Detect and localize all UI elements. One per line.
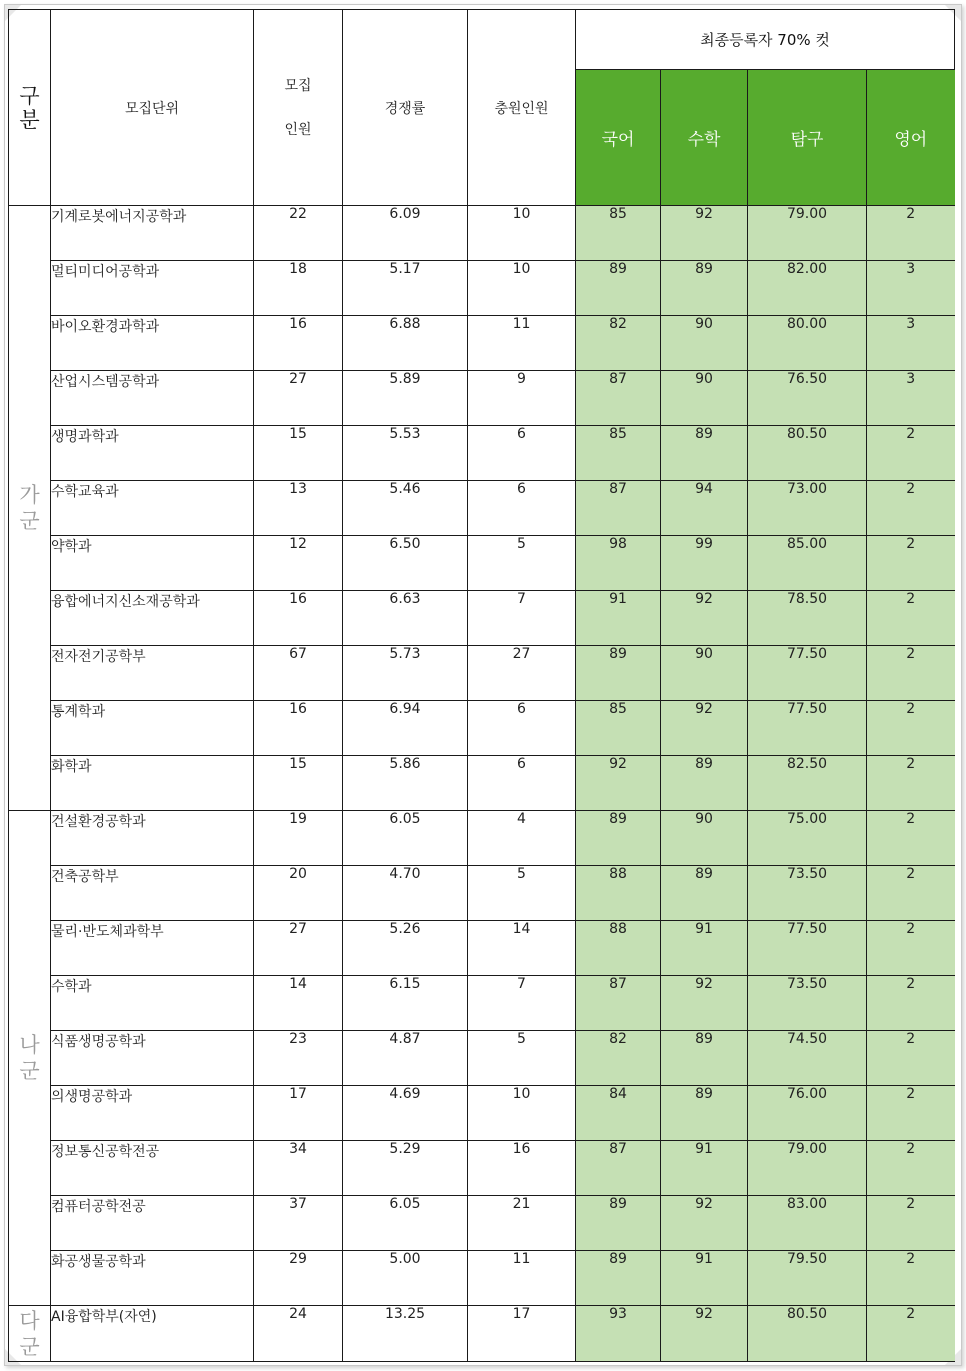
math-score-cell: 91 [661,1141,748,1196]
quota-cell: 16 [254,591,343,646]
group-label-char: 다 [19,1308,40,1333]
math-score-cell: 89 [661,426,748,481]
math-score-cell: 92 [661,591,748,646]
extra-cell: 27 [468,646,576,701]
ratio-cell: 4.87 [343,1031,468,1086]
unit-name-cell: 화공생물공학과 [51,1251,254,1306]
inquiry-score-cell: 78.50 [748,591,867,646]
table-row [9,1196,955,1251]
unit-name-cell: 바이오환경과학과 [51,316,254,371]
unit-name-cell: 융합에너지신소재공학과 [51,591,254,646]
extra-cell: 10 [468,206,576,261]
quota-cell: 67 [254,646,343,701]
korean-score-cell: 87 [576,976,661,1031]
table-row [9,646,955,701]
english-grade-cell: 2 [867,811,955,866]
unit-name-cell: 의생명공학과 [51,1086,254,1141]
korean-score-cell: 82 [576,316,661,371]
header-subject-korean: 국어 [576,70,661,206]
korean-score-cell: 87 [576,1141,661,1196]
header-extra: 충원인원 [468,10,576,206]
inquiry-score-cell: 80.50 [748,1306,867,1362]
admission-score-table [8,9,955,1362]
math-score-cell: 90 [661,811,748,866]
extra-cell: 10 [468,1086,576,1141]
ratio-cell: 4.70 [343,866,468,921]
unit-name-cell: 물리·반도체과학부 [51,921,254,976]
english-grade-cell: 2 [867,1196,955,1251]
ratio-cell: 6.05 [343,1196,468,1251]
math-score-cell: 92 [661,1196,748,1251]
ratio-cell: 5.29 [343,1141,468,1196]
inquiry-score-cell: 76.50 [748,371,867,426]
unit-name-cell: 기계로봇에너지공학과 [51,206,254,261]
english-grade-cell: 2 [867,591,955,646]
extra-cell: 11 [468,1251,576,1306]
inquiry-score-cell: 73.50 [748,976,867,1031]
math-score-cell: 89 [661,866,748,921]
math-score-cell: 89 [661,1086,748,1141]
table-row [9,811,955,866]
unit-name-cell: 화학과 [51,756,254,811]
extra-cell: 11 [468,316,576,371]
group-label-char: 군 [19,1334,40,1359]
korean-score-cell: 82 [576,1031,661,1086]
korean-score-cell: 88 [576,921,661,976]
unit-name-cell: 건설환경공학과 [51,811,254,866]
quota-cell: 16 [254,701,343,756]
inquiry-score-cell: 82.00 [748,261,867,316]
quota-cell: 16 [254,316,343,371]
inquiry-score-cell: 79.00 [748,1141,867,1196]
english-grade-cell: 2 [867,921,955,976]
korean-score-cell: 92 [576,756,661,811]
quota-cell: 15 [254,426,343,481]
extra-cell: 9 [468,371,576,426]
extra-cell: 16 [468,1141,576,1196]
korean-score-cell: 84 [576,1086,661,1141]
ratio-cell: 6.94 [343,701,468,756]
ratio-cell: 6.09 [343,206,468,261]
quota-cell: 27 [254,371,343,426]
ratio-cell: 5.53 [343,426,468,481]
unit-name-cell: 수학과 [51,976,254,1031]
quota-cell: 17 [254,1086,343,1141]
group-label-char: 가 [19,483,40,507]
table-row [9,591,955,646]
math-score-cell: 91 [661,921,748,976]
inquiry-score-cell: 79.00 [748,206,867,261]
inquiry-score-cell: 77.50 [748,921,867,976]
english-grade-cell: 2 [867,1141,955,1196]
ratio-cell: 6.50 [343,536,468,591]
table-row [9,1141,955,1196]
english-grade-cell: 2 [867,701,955,756]
table-row [9,536,955,591]
math-score-cell: 90 [661,316,748,371]
math-score-cell: 92 [661,976,748,1031]
inquiry-score-cell: 82.50 [748,756,867,811]
quota-cell: 24 [254,1306,343,1362]
unit-name-cell: 생명과학과 [51,426,254,481]
english-grade-cell: 2 [867,976,955,1031]
ratio-cell: 5.46 [343,481,468,536]
math-score-cell: 90 [661,371,748,426]
extra-cell: 5 [468,1031,576,1086]
korean-score-cell: 91 [576,591,661,646]
english-grade-cell: 2 [867,1251,955,1306]
extra-cell: 14 [468,921,576,976]
header-category-char: 분 [19,107,40,132]
extra-cell: 6 [468,756,576,811]
header-quota [254,10,343,206]
math-score-cell: 89 [661,756,748,811]
inquiry-score-cell: 73.50 [748,866,867,921]
korean-score-cell: 93 [576,1306,661,1362]
table-row [9,1306,955,1362]
header-unit: 모집단위 [51,10,254,206]
ratio-cell: 6.15 [343,976,468,1031]
extra-cell: 10 [468,261,576,316]
group-label-char: 군 [19,509,40,533]
math-score-cell: 94 [661,481,748,536]
header-quota-line: 모집 [284,77,312,94]
quota-cell: 19 [254,811,343,866]
inquiry-score-cell: 79.50 [748,1251,867,1306]
english-grade-cell: 2 [867,756,955,811]
table-row [9,976,955,1031]
ratio-cell: 6.88 [343,316,468,371]
table-row [9,426,955,481]
header-subject-inquiry: 탐구 [748,70,867,206]
math-score-cell: 92 [661,206,748,261]
english-grade-cell: 2 [867,1031,955,1086]
quota-cell: 22 [254,206,343,261]
unit-name-cell: 컴퓨터공학전공 [51,1196,254,1251]
inquiry-score-cell: 80.00 [748,316,867,371]
extra-cell: 6 [468,701,576,756]
ratio-cell: 6.05 [343,811,468,866]
english-grade-cell: 2 [867,866,955,921]
inquiry-score-cell: 83.00 [748,1196,867,1251]
english-grade-cell: 2 [867,646,955,701]
table-row [9,1251,955,1306]
unit-name-cell: 통계학과 [51,701,254,756]
extra-cell: 4 [468,811,576,866]
quota-cell: 23 [254,1031,343,1086]
quota-cell: 29 [254,1251,343,1306]
english-grade-cell: 2 [867,206,955,261]
table-row [9,481,955,536]
english-grade-cell: 3 [867,371,955,426]
table-row [9,261,955,316]
group-label [9,1032,50,1084]
korean-score-cell: 87 [576,481,661,536]
table-row [9,756,955,811]
table-body [9,206,955,1362]
english-grade-cell: 2 [867,536,955,591]
korean-score-cell: 87 [576,371,661,426]
math-score-cell: 92 [661,701,748,756]
extra-cell: 6 [468,426,576,481]
extra-cell: 6 [468,481,576,536]
quota-cell: 27 [254,921,343,976]
quota-cell: 15 [254,756,343,811]
group-label-char: 군 [19,1059,40,1083]
korean-score-cell: 85 [576,206,661,261]
unit-name-cell: 식품생명공학과 [51,1031,254,1086]
unit-name-cell: 건축공학부 [51,866,254,921]
extra-cell: 7 [468,591,576,646]
korean-score-cell: 89 [576,1251,661,1306]
math-score-cell: 89 [661,261,748,316]
inquiry-score-cell: 73.00 [748,481,867,536]
header-quota-line: 인원 [284,121,312,138]
quota-cell: 37 [254,1196,343,1251]
table-row [9,866,955,921]
unit-name-cell: 산업시스템공학과 [51,371,254,426]
table-row [9,1031,955,1086]
ratio-cell: 13.25 [343,1306,468,1362]
quota-cell: 20 [254,866,343,921]
math-score-cell: 91 [661,1251,748,1306]
unit-name-cell: 전자전기공학부 [51,646,254,701]
english-grade-cell: 2 [867,1086,955,1141]
extra-cell: 7 [468,976,576,1031]
header-category-char: 구 [19,83,40,108]
inquiry-score-cell: 77.50 [748,646,867,701]
quota-cell: 12 [254,536,343,591]
quota-cell: 13 [254,481,343,536]
unit-name-cell: 약학과 [51,536,254,591]
group-label-cell [9,1306,51,1362]
ratio-cell: 5.89 [343,371,468,426]
group-label [9,482,50,534]
ratio-cell: 6.63 [343,591,468,646]
ratio-cell: 5.73 [343,646,468,701]
header-ratio: 경쟁률 [343,10,468,206]
unit-name-cell: AI융합학부(자연) [51,1306,254,1362]
unit-name-cell: 멀티미디어공학과 [51,261,254,316]
header-subject-english: 영어 [867,70,955,206]
group-label [9,1308,50,1360]
korean-score-cell: 85 [576,426,661,481]
group-label-char: 나 [19,1033,40,1057]
inquiry-score-cell: 75.00 [748,811,867,866]
inquiry-score-cell: 80.50 [748,426,867,481]
unit-name-cell: 정보통신공학전공 [51,1141,254,1196]
english-grade-cell: 3 [867,316,955,371]
math-score-cell: 92 [661,1306,748,1362]
math-score-cell: 90 [661,646,748,701]
extra-cell: 5 [468,536,576,591]
math-score-cell: 89 [661,1031,748,1086]
quota-cell: 34 [254,1141,343,1196]
korean-score-cell: 98 [576,536,661,591]
table-row [9,1086,955,1141]
unit-name-cell: 수학교육과 [51,481,254,536]
english-grade-cell: 2 [867,426,955,481]
header-cut-title: 최종등록자 70% 컷 [576,10,955,70]
korean-score-cell: 89 [576,261,661,316]
table-row [9,206,955,261]
ratio-cell: 5.26 [343,921,468,976]
table-row [9,316,955,371]
table-row [9,371,955,426]
quota-cell: 14 [254,976,343,1031]
english-grade-cell: 3 [867,261,955,316]
extra-cell: 21 [468,1196,576,1251]
korean-score-cell: 88 [576,866,661,921]
english-grade-cell: 2 [867,481,955,536]
inquiry-score-cell: 85.00 [748,536,867,591]
header-subject-math: 수학 [661,70,748,206]
table-row [9,921,955,976]
extra-cell: 5 [468,866,576,921]
inquiry-score-cell: 77.50 [748,701,867,756]
korean-score-cell: 85 [576,701,661,756]
english-grade-cell: 2 [867,1306,955,1362]
inquiry-score-cell: 76.00 [748,1086,867,1141]
quota-cell: 18 [254,261,343,316]
group-label-cell [9,206,51,811]
group-label-cell [9,811,51,1306]
korean-score-cell: 89 [576,1196,661,1251]
ratio-cell: 5.86 [343,756,468,811]
ratio-cell: 5.17 [343,261,468,316]
math-score-cell: 99 [661,536,748,591]
inquiry-score-cell: 74.50 [748,1031,867,1086]
header-category [9,10,51,206]
extra-cell: 17 [468,1306,576,1362]
ratio-cell: 4.69 [343,1086,468,1141]
ratio-cell: 5.00 [343,1251,468,1306]
table-row [9,701,955,756]
korean-score-cell: 89 [576,811,661,866]
korean-score-cell: 89 [576,646,661,701]
